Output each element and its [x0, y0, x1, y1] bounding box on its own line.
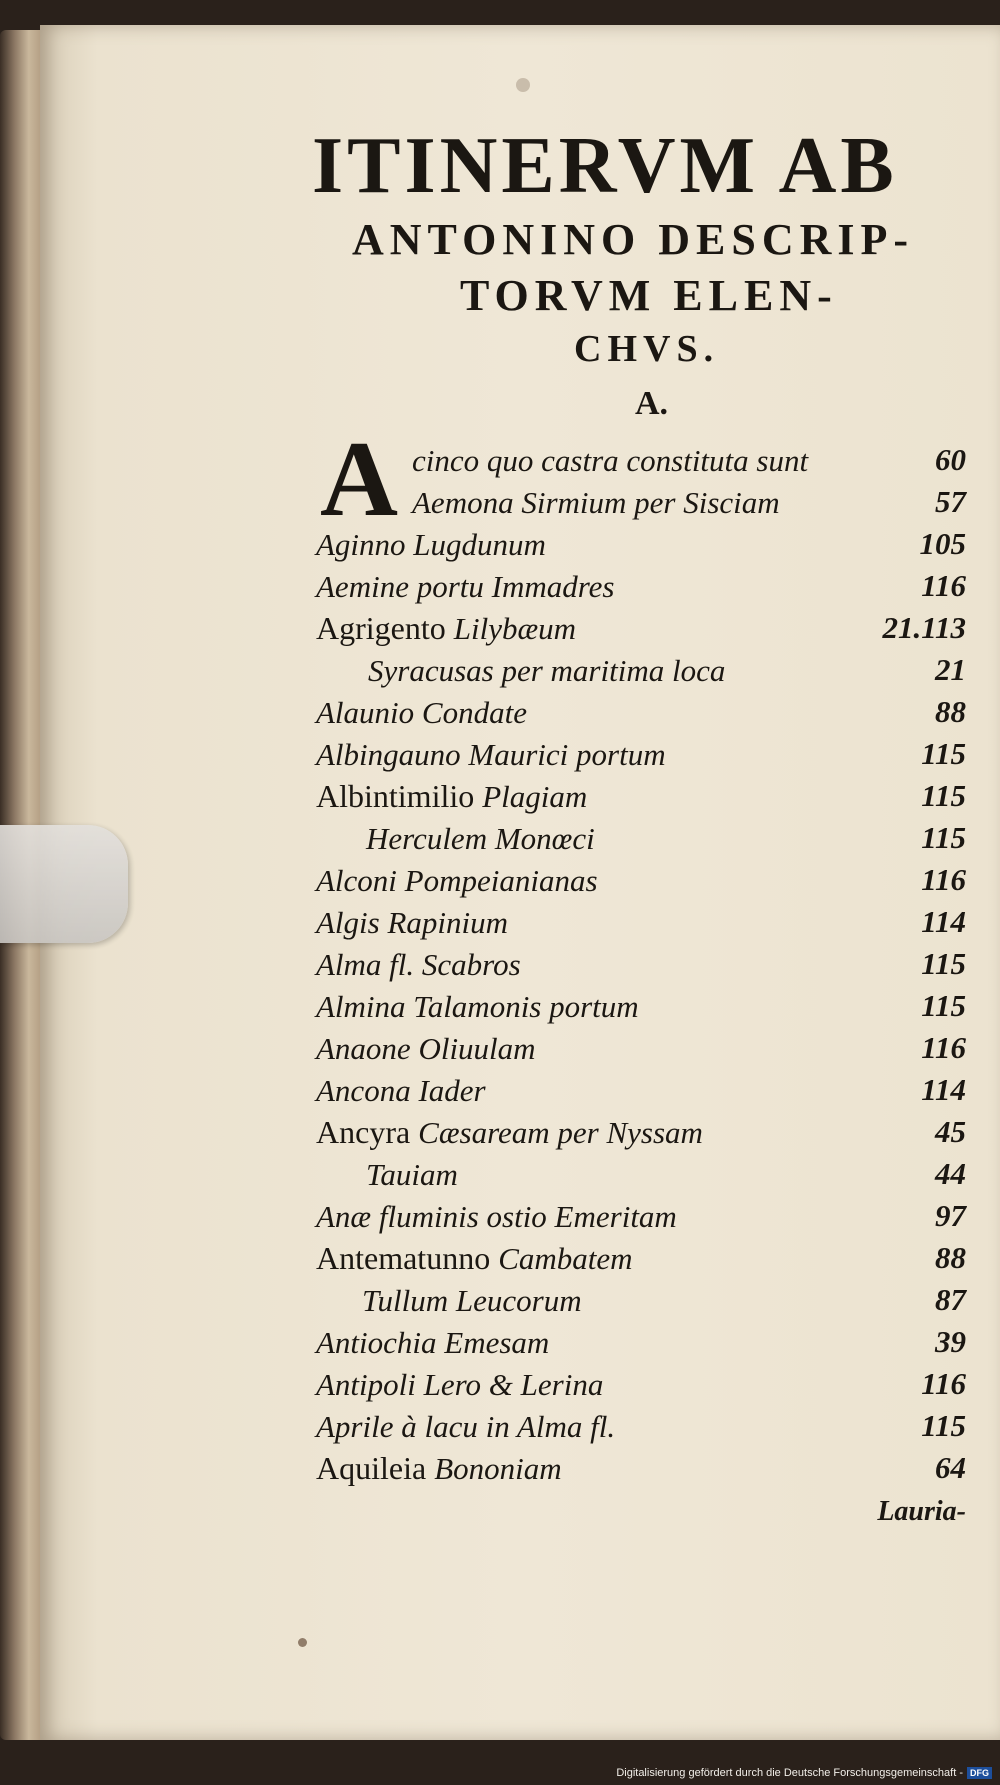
- index-entry: [0, 484, 1000, 526]
- ink-spot: [516, 78, 530, 92]
- index-entry: [0, 862, 1000, 904]
- index-entry: [0, 1072, 1000, 1114]
- index-entry: [0, 526, 1000, 568]
- entry-page: 87: [935, 1282, 966, 1317]
- ink-spot: [298, 1638, 307, 1647]
- entry-name: Anaone Oliuulam: [316, 1031, 536, 1066]
- entry-name: Ancyra Cæsaream per Nyssam: [316, 1114, 703, 1150]
- index-entry: [0, 1366, 1000, 1408]
- entry-page: 114: [921, 1072, 966, 1107]
- entry-page: 88: [935, 1240, 966, 1275]
- index-entry: [0, 904, 1000, 946]
- entry-name: Aprile à lacu in Alma fl.: [316, 1409, 616, 1444]
- index-entry: [0, 1324, 1000, 1366]
- entry-page: 105: [919, 526, 966, 561]
- index-entry: [0, 652, 1000, 694]
- dfg-logo-icon: DFG: [967, 1767, 992, 1779]
- entry-name: Herculem Monœci: [366, 821, 595, 856]
- entry-page: 115: [921, 736, 966, 771]
- entry-page: 64: [935, 1450, 966, 1485]
- entry-name: Tullum Leucorum: [362, 1283, 582, 1318]
- entry-name: Aginno Lugdunum: [316, 527, 546, 562]
- entry-page: 114: [921, 904, 966, 939]
- entry-name: Alma fl. Scabros: [316, 947, 521, 982]
- section-letter: A.: [635, 385, 669, 422]
- catchword: Lauria-: [877, 1496, 966, 1527]
- index-entry: [0, 610, 1000, 652]
- entry-page: 60: [935, 442, 966, 477]
- index-entry: [0, 1114, 1000, 1156]
- entry-name: Syracusas per maritima loca: [368, 653, 726, 688]
- entry-name: cinco quo castra constituta sunt: [412, 443, 809, 478]
- entry-name: Antipoli Lero & Lerina: [316, 1367, 604, 1402]
- entry-name: Alconi Pompeianianas: [316, 863, 598, 898]
- index-entry: [0, 820, 1000, 862]
- entry-name: Antiochia Emesam: [316, 1325, 550, 1360]
- entry-name: Antematunno Cambatem: [316, 1240, 633, 1276]
- entry-page: 45: [935, 1114, 966, 1149]
- entry-page: 21.113: [882, 610, 966, 645]
- entry-name: Tauiam: [366, 1157, 458, 1192]
- entry-name: Albingauno Maurici portum: [316, 737, 666, 772]
- entry-page: 97: [935, 1198, 966, 1233]
- index-entry: [0, 988, 1000, 1030]
- entry-page: 115: [921, 946, 966, 981]
- index-entry: [0, 694, 1000, 736]
- index-entry: [0, 1240, 1000, 1282]
- entry-page: 115: [921, 778, 966, 813]
- entry-name: Aemona Sirmium per Sisciam: [412, 485, 780, 520]
- entry-page: 116: [921, 1030, 966, 1065]
- entry-name: Almina Talamonis portum: [316, 989, 639, 1024]
- title-line-1: ITINERVM AB: [312, 122, 898, 210]
- index-entry: [0, 568, 1000, 610]
- title-line-2: ANTONINO DESCRIP-: [352, 215, 915, 264]
- entry-page: 88: [935, 694, 966, 729]
- entry-page: 39: [935, 1324, 966, 1359]
- entry-name: Ancona Iader: [316, 1073, 486, 1108]
- entry-page: 57: [935, 484, 966, 519]
- index-entry: [0, 1282, 1000, 1324]
- drop-cap: A: [320, 420, 398, 539]
- index-entry: [0, 736, 1000, 778]
- credit-text: Digitalisierung gefördert durch die Deutsche Forschungsgemeinschaft -: [616, 1767, 963, 1779]
- entry-page: 116: [921, 862, 966, 897]
- entry-name: Anæ fluminis ostio Emeritam: [316, 1199, 677, 1234]
- index-entry: [0, 442, 1000, 484]
- entry-name: Aemine portu Immadres: [316, 569, 615, 604]
- digitization-credit: [616, 1767, 992, 1779]
- index-entry: [0, 1030, 1000, 1072]
- title-line-4: CHVS.: [574, 328, 720, 370]
- entry-page: 44: [935, 1156, 966, 1191]
- entry-page: 116: [921, 568, 966, 603]
- entry-name: Alaunio Condate: [316, 695, 527, 730]
- entry-page: 115: [921, 1408, 966, 1443]
- entry-page: 115: [921, 820, 966, 855]
- index-entry: [0, 1156, 1000, 1198]
- entry-page: 21: [935, 652, 966, 687]
- index-entry: [0, 1408, 1000, 1450]
- entry-name: Agrigento Lilybæum: [316, 610, 577, 646]
- index-entry: [0, 1450, 1000, 1492]
- entry-name: Aquileia Bononiam: [316, 1450, 562, 1486]
- index-entry: [0, 946, 1000, 988]
- title-line-3: TORVM ELEN-: [460, 271, 838, 320]
- index-entry: [0, 778, 1000, 820]
- entry-page: 115: [921, 988, 966, 1023]
- entry-name: Albintimilio Plagiam: [316, 778, 588, 814]
- index-entry: [0, 1198, 1000, 1240]
- entry-page: 116: [921, 1366, 966, 1401]
- entry-name: Algis Rapinium: [316, 905, 509, 940]
